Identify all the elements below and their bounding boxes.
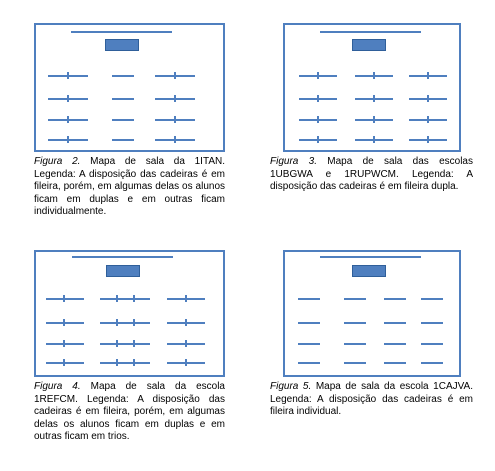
seat-line xyxy=(384,343,406,345)
seat-divider xyxy=(185,295,187,302)
seat-line xyxy=(344,298,366,300)
seat-divider xyxy=(133,340,135,347)
seat-divider xyxy=(185,319,187,326)
teacher-desk xyxy=(352,39,386,51)
seat-divider xyxy=(67,116,69,123)
seat-divider xyxy=(427,116,429,123)
seat-line xyxy=(112,98,134,100)
seat-divider xyxy=(427,72,429,79)
seat-line xyxy=(100,322,150,324)
seat-line xyxy=(384,362,406,364)
seat-divider xyxy=(373,95,375,102)
seat-line xyxy=(421,322,443,324)
seat-line xyxy=(100,298,150,300)
figure-caption xyxy=(270,156,473,194)
figure-caption xyxy=(34,156,225,219)
seat-divider xyxy=(116,359,118,366)
figure-label: Figura 3. xyxy=(270,156,317,167)
seat-line xyxy=(112,119,134,121)
teacher-desk xyxy=(106,265,140,277)
seat-divider xyxy=(116,319,118,326)
teacher-desk xyxy=(352,265,386,277)
blackboard-line xyxy=(320,31,421,33)
seat-divider xyxy=(174,136,176,143)
seat-line xyxy=(298,362,320,364)
figure-caption xyxy=(34,381,225,444)
seat-line xyxy=(46,362,84,364)
seat-divider xyxy=(63,359,65,366)
seat-line xyxy=(421,298,443,300)
seat-line xyxy=(298,298,320,300)
seat-line xyxy=(344,322,366,324)
seat-line xyxy=(344,343,366,345)
seat-line xyxy=(384,298,406,300)
seat-divider xyxy=(174,72,176,79)
seat-divider xyxy=(116,295,118,302)
figure-label: Figura 5. xyxy=(270,381,312,392)
caption-text: Mapa de sala da escola 1CAJVA. Legenda: A disposição das cadeiras é em fileira individual. xyxy=(270,381,474,417)
caption-text: Mapa de sala da 1ITAN. Legenda: A disposição das cadeiras é em fileira, porém, em algumas delas os alunos ficam em duplas e em outras ficam individualmente. xyxy=(34,156,225,217)
seat-line xyxy=(46,298,84,300)
figure-label: Figura 2. xyxy=(34,156,81,167)
figure-caption xyxy=(270,381,473,419)
seat-line xyxy=(344,362,366,364)
seat-divider xyxy=(133,319,135,326)
figure-label: Figura 4. xyxy=(34,381,81,392)
seat-divider xyxy=(116,340,118,347)
seat-divider xyxy=(63,319,65,326)
seat-line xyxy=(46,322,84,324)
caption-text: Mapa de sala das escolas 1UBGWA e 1RUPWCM. Legenda: A disposição das cadeiras é em fileira dupla. xyxy=(270,156,473,192)
seat-divider xyxy=(133,359,135,366)
seat-divider xyxy=(67,136,69,143)
blackboard-line xyxy=(320,256,421,258)
seat-divider xyxy=(67,95,69,102)
seat-line xyxy=(421,362,443,364)
seat-divider xyxy=(317,95,319,102)
seat-divider xyxy=(174,95,176,102)
seat-line xyxy=(46,343,84,345)
seat-divider xyxy=(427,95,429,102)
seat-divider xyxy=(133,295,135,302)
seat-divider xyxy=(185,359,187,366)
seat-divider xyxy=(185,340,187,347)
teacher-desk xyxy=(105,39,139,51)
seat-divider xyxy=(373,116,375,123)
seat-line xyxy=(384,322,406,324)
seat-divider xyxy=(427,136,429,143)
seat-line xyxy=(421,343,443,345)
seat-divider xyxy=(174,116,176,123)
seat-divider xyxy=(317,116,319,123)
seat-divider xyxy=(373,72,375,79)
blackboard-line xyxy=(71,31,172,33)
seat-divider xyxy=(67,72,69,79)
seat-line xyxy=(112,75,134,77)
seat-divider xyxy=(63,295,65,302)
seat-divider xyxy=(63,340,65,347)
seat-line xyxy=(100,343,150,345)
seat-line xyxy=(298,343,320,345)
seat-line xyxy=(112,139,134,141)
caption-text: Mapa de sala da escola 1REFCM. Legenda: A disposição das cadeiras é em fileira, porém, em algumas delas os alunos ficam em duplas e em outras ficam em trios. xyxy=(34,381,225,442)
seat-divider xyxy=(373,136,375,143)
seat-line xyxy=(298,322,320,324)
blackboard-line xyxy=(72,256,173,258)
seat-divider xyxy=(317,72,319,79)
seat-line xyxy=(100,362,150,364)
seat-divider xyxy=(317,136,319,143)
